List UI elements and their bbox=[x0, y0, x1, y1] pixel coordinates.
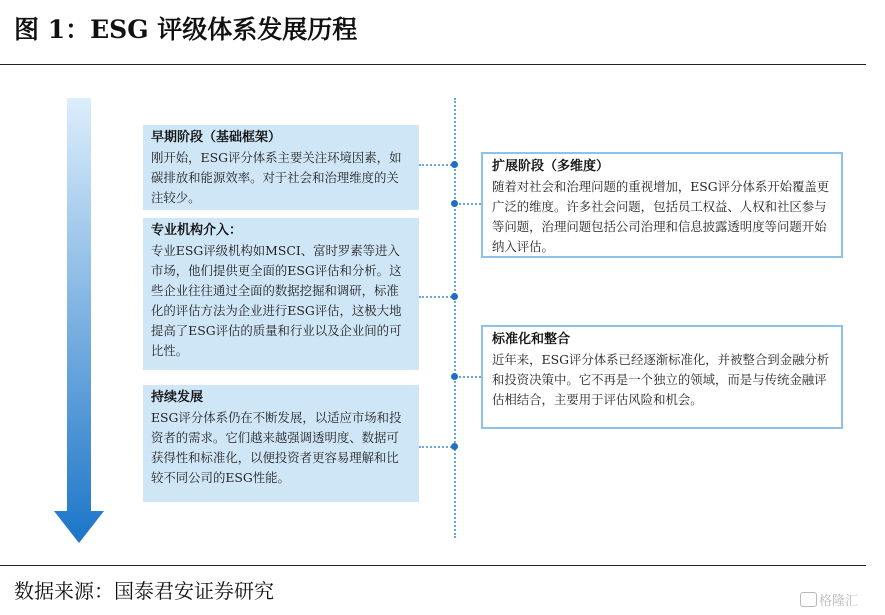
top-divider bbox=[0, 64, 866, 65]
watermark bbox=[800, 590, 858, 609]
stage-heading: 持续发展 bbox=[151, 390, 204, 405]
timeline-arrow bbox=[54, 98, 104, 543]
figure-title: 图 1：ESG 评级体系发展历程 bbox=[14, 15, 358, 44]
watermark-logo-icon bbox=[800, 592, 817, 607]
stage-body: 刚开始，ESG评分体系主要关注环境因素，如碳排放和能源效率。对于社会和治理维度的关注较少。 bbox=[151, 150, 402, 205]
stage-body: 专业ESG评级机构如MSCI、富时罗素等进入市场，他们提供更全面的ESG评估和分析。这些企业往往通过全面的数据挖掘和调研，标准化的评估方法为企业进行ESG评估，这极大地提高了ESG评估的质量和行业以及企业间的可比性。 bbox=[151, 243, 402, 358]
stage-box-expansion bbox=[481, 152, 843, 258]
stage-box-sustainable bbox=[143, 385, 419, 502]
stage-body: 近年来，ESG评分体系已经逐渐标准化，并被整合到金融分析和投资决策中。它不再是一个独立的领域，而是与传统金融评估相结合，主要用于评估风险和机会。 bbox=[492, 352, 830, 407]
timeline-dot bbox=[451, 293, 458, 300]
stage-heading: 专业机构介入： bbox=[151, 223, 243, 238]
stage-box-professional bbox=[143, 218, 419, 370]
connector-standardization-stage bbox=[455, 376, 481, 378]
timeline-dot bbox=[451, 200, 458, 207]
data-source-note: 数据来源：国泰君安证券研究 bbox=[14, 579, 274, 603]
stage-heading: 标准化和整合 bbox=[492, 332, 571, 347]
bottom-divider bbox=[0, 565, 866, 566]
stage-box-early bbox=[143, 125, 419, 210]
connector-expansion-stage bbox=[455, 203, 481, 205]
stage-body: 随着对社会和治理问题的重视增加，ESG评分体系开始覆盖更广泛的维度。许多社会问题，包括员工权益、人权和社区参与等问题，治理问题包括公司治理和信息披露透明度等问题开始纳入评估。 bbox=[492, 179, 830, 254]
timeline-dot bbox=[451, 443, 458, 450]
connector-early-stage bbox=[419, 164, 455, 166]
stage-body: ESG评分体系仍在不断发展，以适应市场和投资者的需求。它们越来越强调透明度、数据可获得性和标准化，以便投资者更容易理解和比较不同公司的ESG性能。 bbox=[151, 410, 402, 485]
stage-box-standardization bbox=[481, 325, 843, 429]
connector-professional-stage bbox=[419, 296, 455, 298]
connector-sustain-stage bbox=[419, 446, 455, 448]
timeline-dot bbox=[451, 373, 458, 380]
stage-heading: 扩展阶段（多维度） bbox=[492, 159, 610, 174]
watermark-text: 格隆汇 bbox=[819, 594, 859, 609]
timeline-dot bbox=[451, 161, 458, 168]
stage-heading: 早期阶段（基础框架） bbox=[151, 130, 282, 145]
